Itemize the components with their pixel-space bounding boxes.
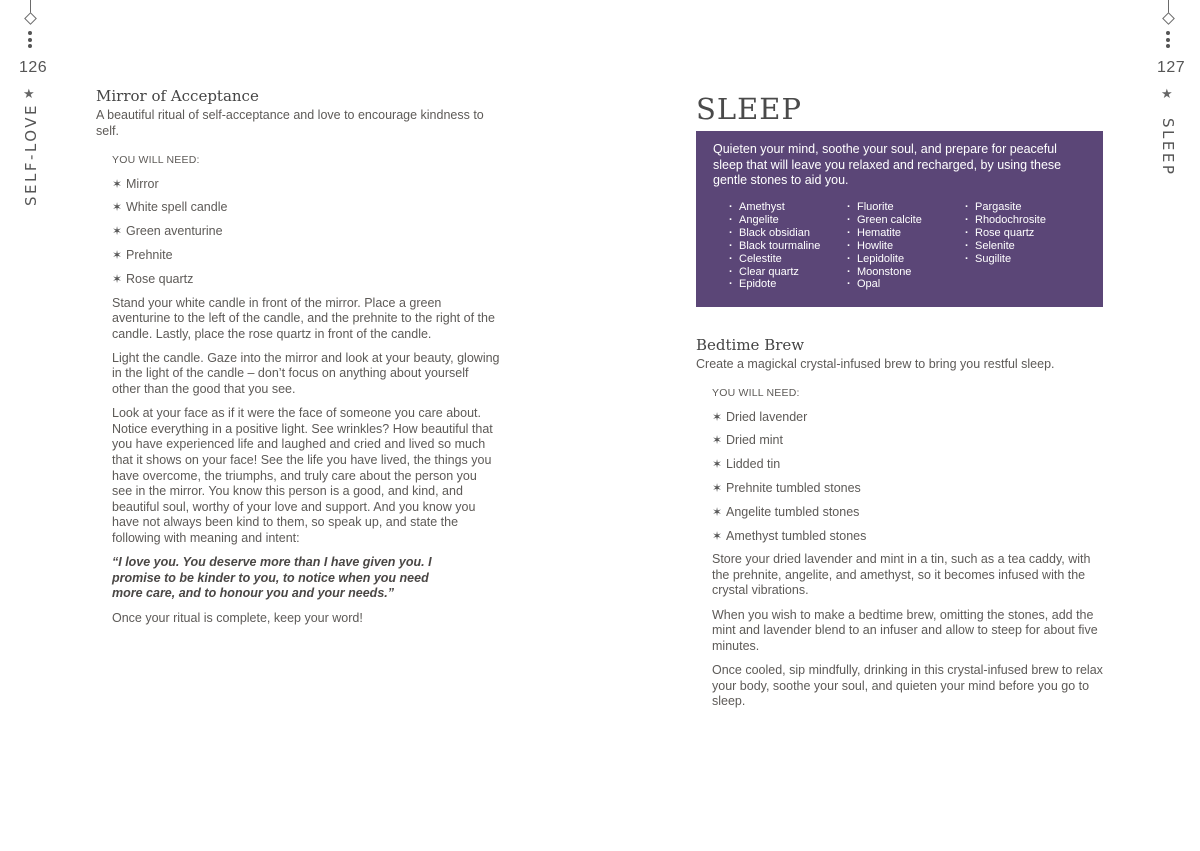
list-item: ✶ Lidded tin — [712, 457, 781, 472]
list-item: ✶ Prehnite — [112, 247, 173, 262]
star-bullet-icon: ✶ — [112, 176, 123, 191]
box-intro-text: Quieten your mind, soothe your soul, and prepare for peaceful sleep that will leave you relaxed and recharged, by using these gentle stones to aid you. — [713, 142, 1062, 187]
list-item: · Opal — [847, 278, 922, 291]
star-bullet-icon: ✶ — [112, 224, 123, 239]
crystal-info-box — [696, 131, 1103, 307]
ingredient-list — [712, 410, 1108, 545]
list-item: · Black obsidian — [729, 227, 820, 240]
list-item: ✶ Amethyst tumbled stones — [712, 528, 867, 543]
stone-list-col-2 — [847, 201, 922, 291]
list-item: ✶ Rose quartz — [112, 271, 194, 286]
intro-text — [96, 108, 496, 148]
ingredient-list — [112, 177, 500, 288]
list-item: · Rhodochrosite — [965, 214, 1046, 227]
list-item: · Clear quartz — [729, 266, 820, 279]
section-side-label: SELF-LOVE — [22, 102, 40, 206]
star-bullet-icon: ✶ — [112, 200, 123, 215]
list-item: ✶ Green aventurine — [112, 224, 223, 239]
chapter-title: SLEEP — [696, 92, 802, 126]
body-paragraph: When you wish to make a bedtime brew, omitting the stones, add the mint and lavender blend to an infuser and allow to steep for about five minutes. — [712, 607, 1098, 653]
stone-list-col-1 — [729, 201, 820, 291]
stone-list-col-3 — [965, 201, 1046, 266]
star-bullet-icon: ✶ — [112, 247, 123, 262]
list-item: ✶ Angelite tumbled stones — [712, 504, 860, 519]
intro-paragraph: A beautiful ritual of self-acceptance and love to encourage kindness to self. — [96, 108, 484, 138]
list-item: · Selenite — [965, 240, 1046, 253]
list-item: · Celestite — [729, 253, 820, 266]
body-paragraph: Store your dried lavender and mint in a tin, such as a tea caddy, with the prehnite, angelite, and amethyst, so it becomes infused with the crystal vibrations. — [712, 552, 1091, 598]
you-will-need-label: YOU WILL NEED: — [712, 387, 800, 399]
star-icon: ★ — [23, 86, 35, 101]
list-item: · Green calcite — [847, 214, 922, 227]
section-title: Bedtime Brew — [696, 336, 805, 354]
star-bullet-icon: ✶ — [712, 457, 723, 472]
list-item: ✶ Dried mint — [712, 433, 783, 448]
star-bullet-icon: ✶ — [112, 271, 123, 286]
list-item: · Amethyst — [729, 201, 820, 214]
section-side-label: SLEEP — [1159, 118, 1177, 177]
ritual-body — [112, 153, 500, 635]
star-icon: ★ — [1161, 86, 1173, 101]
right-page — [600, 0, 1200, 851]
intro-text — [696, 357, 1106, 381]
you-will-need-label: YOU WILL NEED: — [112, 154, 200, 166]
list-item: · Fluorite — [847, 201, 922, 214]
top-ornament-left — [21, 0, 41, 50]
list-item: · Howlite — [847, 240, 922, 253]
list-item: · Epidote — [729, 278, 820, 291]
star-bullet-icon: ✶ — [712, 433, 723, 448]
list-item: · Hematite — [847, 227, 922, 240]
list-item: · Lepidolite — [847, 253, 922, 266]
body-paragraph: Look at your face as if it were the face of someone you care about. Notice everything in a positive light. See wrinkles? How beautiful that you have experienced life and laughed and cried and lived so much that it shows on your face! See the life you have lived, the things you have overcome, the triumphs, and truly care about the person you see in the mirror. You know this person is a good, and kind, and beautiful soul, worthy of your love and support. And you know you have not always been kind to them, so speak up, and state the following with meaning and intent: — [112, 406, 493, 545]
list-item: · Black tourmaline — [729, 240, 820, 253]
affirmation-quote: “I love you. You deserve more than I have given you. I promise to be kinder to you, to notice when you need more care, and to honour you and your needs.” — [112, 555, 432, 601]
brew-body — [712, 386, 1108, 718]
body-paragraph: Light the candle. Gaze into the mirror and look at your beauty, glowing in the light of the candle – don’t focus on anything about yourself other than the good that you see. — [112, 350, 500, 397]
page-number: 126 — [19, 59, 48, 76]
star-bullet-icon: ✶ — [712, 480, 723, 495]
top-ornament-right — [1159, 0, 1179, 50]
list-item: ✶ White spell candle — [112, 200, 228, 215]
page-number: 127 — [1157, 59, 1186, 76]
star-bullet-icon: ✶ — [712, 504, 723, 519]
body-paragraph: Stand your white candle in front of the mirror. Place a green aventurine to the left of the candle, and the prehnite to the right of the candle. Lastly, place the rose quartz in front of the candle. — [112, 295, 495, 341]
list-item: · Sugilite — [965, 253, 1046, 266]
list-item: · Pargasite — [965, 201, 1046, 214]
list-item: ✶ Dried lavender — [712, 409, 808, 424]
star-bullet-icon: ✶ — [712, 528, 723, 543]
list-item: · Rose quartz — [965, 227, 1046, 240]
list-item: · Angelite — [729, 214, 820, 227]
star-bullet-icon: ✶ — [712, 409, 723, 424]
section-title: Mirror of Acceptance — [96, 87, 259, 105]
closing-paragraph: Once your ritual is complete, keep your word! — [112, 610, 363, 625]
list-item: ✶ Prehnite tumbled stones — [712, 480, 861, 495]
intro-paragraph: Create a magickal crystal-infused brew to bring you restful sleep. — [696, 357, 1055, 371]
list-item: ✶ Mirror — [112, 176, 159, 191]
body-paragraph: Once cooled, sip mindfully, drinking in this crystal-infused brew to relax your body, soothe your soul, and quieten your mind before you go to sleep. — [712, 663, 1103, 709]
list-item: · Moonstone — [847, 266, 922, 279]
